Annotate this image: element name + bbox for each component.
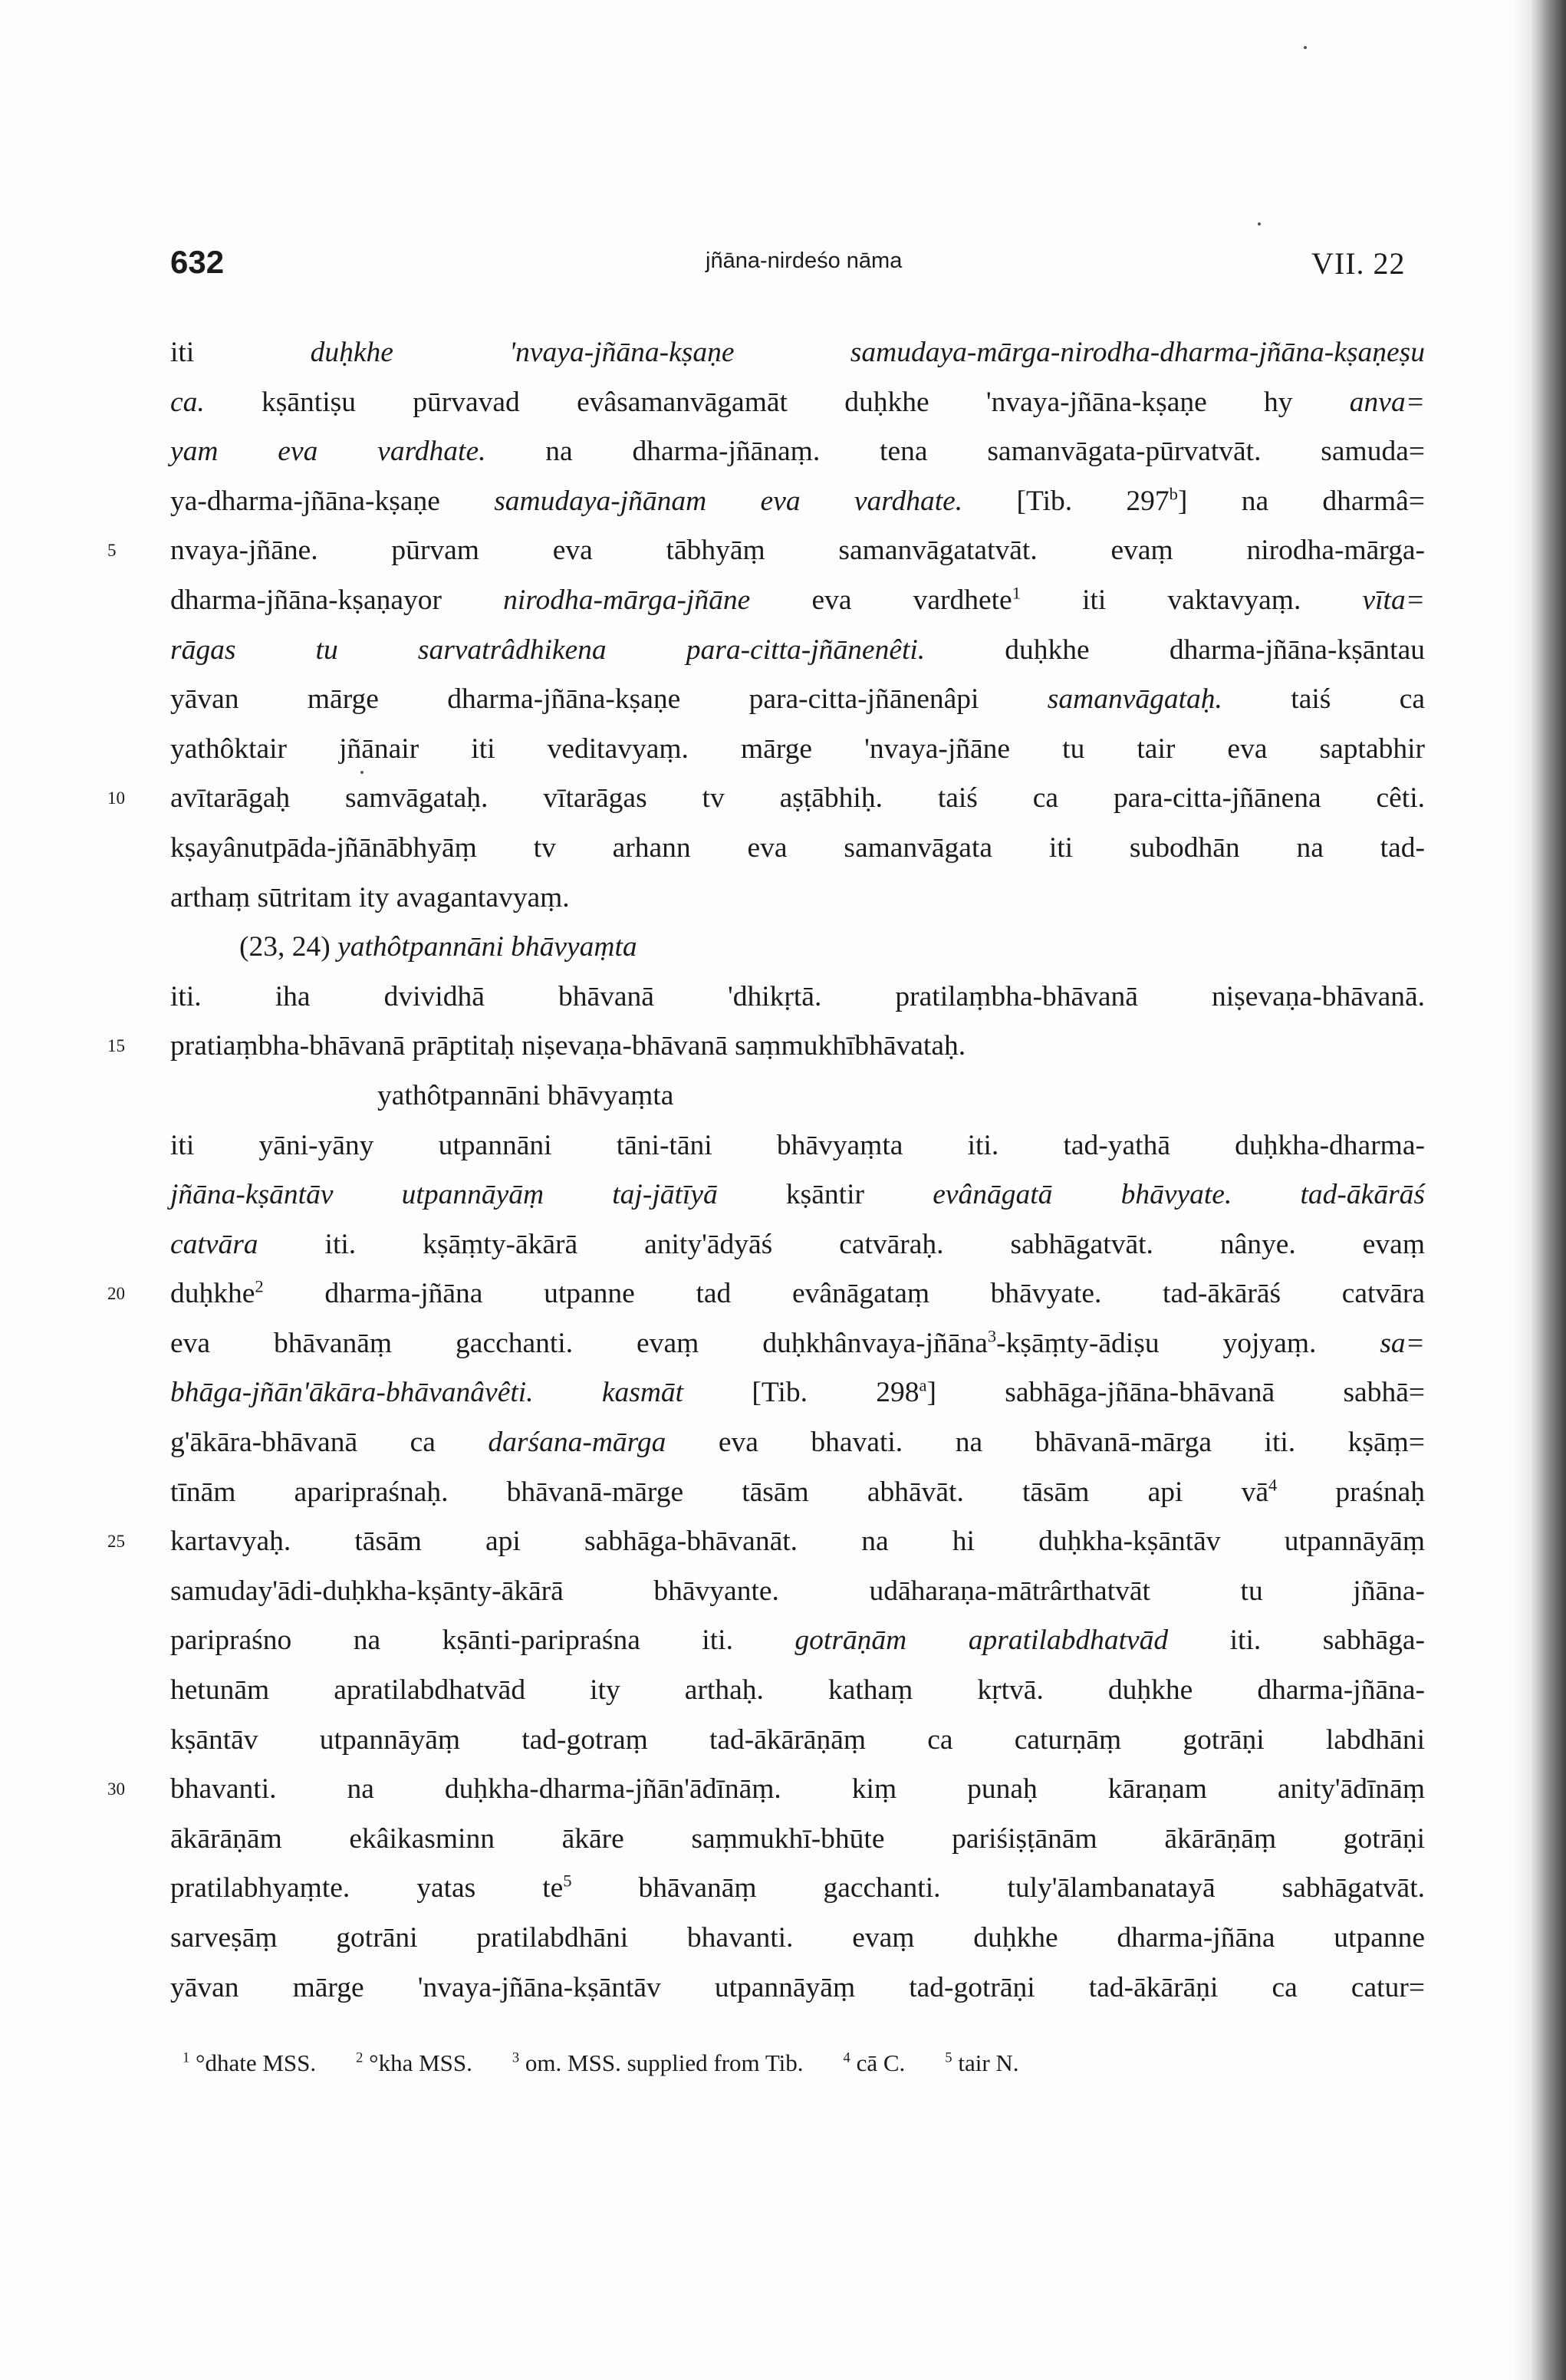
text-line: tīnām aparipraśnaḥ. bhāvanā-mārge tāsām abhāvāt. tāsām api $vā^4$ praśnaḥ bbox=[170, 1475, 1425, 1508]
footnote-text: °kha MSS. bbox=[363, 2049, 472, 2076]
text-line: pratiaṃbha-bhāvanā prāptitaḥ niṣevaṇa-bhāvanā saṃmukhībhāvataḥ. 15 bbox=[170, 1022, 1425, 1071]
footnote bbox=[945, 2046, 1018, 2080]
text-line: bhavanti. na duḥkha-dharma-jñān'ādīnāṃ. kiṃ punaḥ kāraṇam anity'ādīnāṃ 30 bbox=[170, 1765, 1425, 1815]
footnote-text: om. MSS. supplied from Tib. bbox=[519, 2049, 804, 2076]
text-line: g'ākāra-bhāvanā ca darśana-mārga eva bhavati. na bhāvanā-mārga iti. kṣāṃ= bbox=[170, 1427, 1425, 1459]
text-line: arthaṃ sūtritam ity avagantavyaṃ. bbox=[170, 881, 570, 913]
text-line: catvāra iti. kṣāṃty-ākārā anity'ādyāś catvāraḥ. sabhāgatvāt. nânye. evaṃ bbox=[170, 1228, 1425, 1260]
footnote-text: °dhate MSS. bbox=[189, 2049, 317, 2076]
text-line: dharma-jñāna-kṣaṇayor nirodha-mārga-jñāne eva vardhete$^1$ iti vaktavyaṃ. vīta= bbox=[170, 583, 1426, 616]
scan-speck bbox=[1304, 46, 1307, 49]
page-header bbox=[0, 244, 1566, 290]
text-line: bhāga-jñān'ākāra-bhāvanâvêti. kasmāt [Tib. 298$^a$] sabhāga-jñāna-bhāvanā sabhā= bbox=[170, 1375, 1425, 1409]
text-line: yāvan mārge dharma-jñāna-kṣaṇe para-citta-jñānenâpi samanvāgataḥ. taiś ca bbox=[170, 683, 1425, 716]
footnote-text: tair N. bbox=[952, 2049, 1019, 2076]
text-line: paripraśno na kṣānti-paripraśna iti. gotrāṇām apratilabdhatvād iti. sabhāga- bbox=[170, 1625, 1425, 1657]
text-line: sarveṣāṃ gotrāni pratilabdhāni bhavanti. evaṃ duḥkhe dharma-jñāna utpanne bbox=[170, 1922, 1425, 1954]
text-line: ākārāṇām ekâikasminn ākāre saṃmukhī-bhūte pariśiṣṭānām ākārāṇāṃ gotrāṇi bbox=[170, 1822, 1425, 1855]
text-line: ca. kṣāntiṣu pūrvavad evâsamanvāgamāt duḥkhe 'nvaya-jñāna-kṣaṇe hy anva= bbox=[170, 386, 1425, 418]
line-number: 30 bbox=[107, 1779, 125, 1799]
text-line: ya-dharma-jñāna-kṣaṇe samudaya-jñānam eva vardhate. [Tib. 297$^b$] na dharmâ= bbox=[170, 484, 1425, 517]
text-line: yam eva vardhate. na dharma-jñānaṃ. tena samanvāgata-pūrvatvāt. samuda= bbox=[170, 436, 1425, 468]
text-line: jñāna-kṣāntāv utpannāyāṃ taj-jātīyā kṣāntir evânāgatā bhāvyate. tad-ākārāś bbox=[170, 1179, 1425, 1211]
footnote bbox=[356, 2046, 472, 2080]
line-number: 20 bbox=[107, 1284, 125, 1304]
text-line: yāvan mārge 'nvaya-jñāna-kṣāntāv utpannāyāṃ tad-gotrāṇi tad-ākārāṇi ca catur= bbox=[170, 1971, 1425, 2003]
text-line: hetunām apratilabdhatvād ity arthaḥ. kathaṃ kṛtvā. duḥkhe dharma-jñāna- bbox=[170, 1674, 1425, 1707]
footnote-mark: 1 bbox=[183, 2049, 190, 2066]
text-line: kṣayânutpāda-jñānābhyāṃ tv arhann eva samanvāgata iti subodhān na tad- bbox=[170, 831, 1425, 864]
footnote-mark: 5 bbox=[945, 2049, 952, 2066]
page-number: 632 bbox=[170, 244, 225, 280]
line-number: 15 bbox=[107, 1036, 125, 1056]
text-line: iti. iha dvividhā bhāvanā 'dhikṛtā. pratilaṃbha-bhāvanā niṣevaṇa-bhāvanā. bbox=[170, 980, 1425, 1012]
line-number: 5 bbox=[107, 541, 117, 561]
text-line: iti duḥkhe 'nvaya-jñāna-kṣaṇe samudaya-mārga-nirodha-dharma-jñāna-kṣaṇeṣu bbox=[170, 337, 1426, 368]
scan-speck bbox=[360, 771, 364, 774]
text-line: kṣāntāv utpannāyāṃ tad-gotraṃ tad-ākārāṇāṃ ca caturṇāṃ gotrāṇi labdhāni bbox=[170, 1723, 1425, 1756]
text-line: duḥkhe$^2$ dharma-jñāna utpanne tad evânāgataṃ bhāvyate. tad-ākārāś catvāra 20 bbox=[170, 1269, 1425, 1319]
text-line: avītarāgaḥ samvāgataḥ. vītarāgas tv aṣṭābhiḥ. taiś ca para-citta-jñānena cêti. 10 bbox=[170, 774, 1425, 824]
footnote bbox=[844, 2046, 906, 2080]
text-line: yathôtpannāni bhāvyaṃta bbox=[377, 1079, 674, 1111]
footnote bbox=[183, 2046, 316, 2080]
text-line: (23, 24) yathôtpannāni bhāvyaṃta bbox=[239, 931, 637, 963]
footnote-mark: 3 bbox=[512, 2049, 520, 2066]
body-text bbox=[107, 328, 1426, 2013]
text-line: pratilabhyaṃte. yatas $te^5$ bhāvanāṃ gacchanti. tuly'ālambanatayā sabhāgatvāt. bbox=[170, 1871, 1425, 1904]
binding-shadow bbox=[1512, 0, 1566, 2380]
text-line: samuday'ādi-duḥkha-kṣānty-ākārā bhāvyante. udāharaṇa-mātrârthatvāt tu jñāna- bbox=[170, 1575, 1425, 1607]
text-line: yathôktair jñānair iti veditavyaṃ. mārge 'nvaya-jñāne tu tair eva saptabhir bbox=[170, 732, 1425, 765]
footnote-text: cā C. bbox=[850, 2049, 906, 2076]
text-line: nvaya-jñāne. pūrvam eva tābhyāṃ samanvāgatatvāt. evaṃ nirodha-mārga- 5 bbox=[170, 526, 1425, 576]
section-reference: VII. 22 bbox=[1311, 246, 1406, 281]
footnote-mark: 4 bbox=[843, 2049, 850, 2066]
text-line: rāgas tu sarvatrâdhikena para-citta-jñānenêti. duḥkhe dharma-jñāna-kṣāntau bbox=[170, 634, 1425, 666]
line-number: 25 bbox=[107, 1532, 125, 1552]
scan-speck bbox=[1258, 222, 1261, 225]
text-line: kartavyaḥ. tāsām api sabhāga-bhāvanāt. na hi duḥkha-kṣāntāv utpannāyāṃ 25 bbox=[170, 1517, 1425, 1567]
line-number: 10 bbox=[107, 788, 125, 808]
footnotes bbox=[183, 2046, 1425, 2080]
text-line: iti yāni-yāny utpannāni tāni-tāni bhāvyaṃta iti. tad-yathā duḥkha-dharma- bbox=[170, 1129, 1425, 1161]
text-line: eva bhāvanāṃ gacchanti. evaṃ duḥkhânvaya-jñāna$^3$-kṣāṃty-ādiṣu yojyaṃ. sa= bbox=[170, 1326, 1425, 1359]
footnote bbox=[512, 2046, 804, 2080]
footnote-mark: 2 bbox=[356, 2049, 364, 2066]
running-title: jñāna-nirdeśo nāma bbox=[706, 249, 903, 273]
